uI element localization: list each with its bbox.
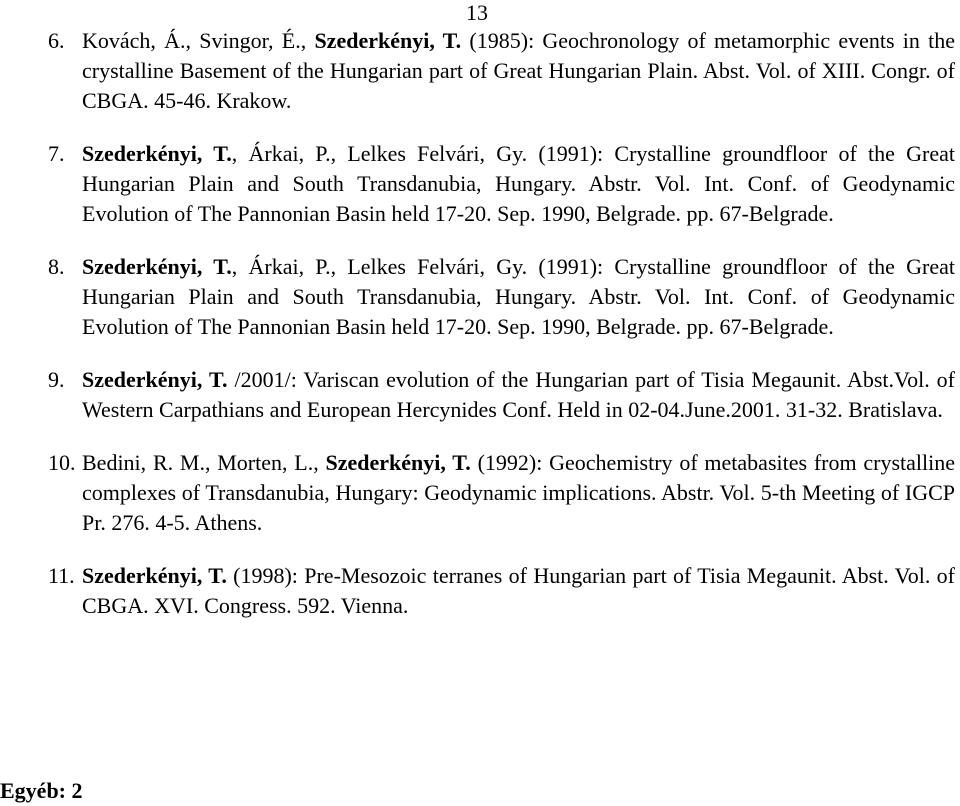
reference-text	[82, 365, 955, 425]
reference-text	[82, 26, 955, 116]
page-number: 13	[466, 0, 488, 25]
reference-number: 8.	[48, 254, 65, 279]
reference-number: 11.	[48, 563, 75, 588]
reference-item	[48, 365, 955, 425]
reference-item	[48, 139, 955, 229]
reference-item	[48, 448, 955, 538]
reference-bold-author: Szederkényi, T.	[82, 563, 227, 588]
reference-bold-author: Szederkényi, T.	[325, 450, 471, 475]
reference-details: (1998): Pre-Mesozoic terranes of Hungarian part of Tisia Megaunit. Abst. Vol. of CBGA. XVI. Congress. 592. Vienna.	[82, 563, 955, 618]
reference-details: (1985): Geochronology of metamorphic events in the crystalline Basement of the Hungarian part of Great Hungarian Plain. Abst. Vol. of XIII. Congr. of CBGA. 45-46. Krakow.	[82, 28, 955, 113]
reference-bold-author: Szederkényi, T.	[314, 28, 462, 53]
footer-note: Egyéb: 2	[0, 778, 83, 803]
reference-details: (1992): Geochemistry of metabasites from crystalline complexes of Transdanubia, Hungary: Geodynamic implications. Abstr. Vol. 5-th Meeting of IGCP Pr. 276. 4-5. Athens.	[82, 450, 955, 535]
reference-number: 10.	[48, 450, 76, 475]
reference-number: 7.	[48, 141, 65, 166]
reference-number: 6.	[48, 28, 65, 53]
reference-list	[48, 26, 955, 644]
reference-number: 9.	[48, 367, 65, 392]
reference-text	[82, 252, 955, 342]
reference-item	[48, 252, 955, 342]
reference-text	[82, 139, 955, 229]
reference-bold-author: Szederkényi, T.	[82, 254, 232, 279]
reference-item	[48, 561, 955, 621]
reference-authors: Kovách, Á., Svingor, É.,	[82, 28, 315, 53]
reference-text	[82, 448, 955, 538]
reference-authors: Bedini, R. M., Morten, L.,	[82, 450, 326, 475]
reference-text	[82, 561, 955, 621]
reference-details: , Árkai, P., Lelkes Felvári, Gy. (1991): Crystalline groundfloor of the Great Hungarian Plain and South Transdanubia, Hungary. Abstr. Vol. Int. Conf. of Geodynamic Evolution of The Pannonian Basin held 17-20. Sep. 1990, Belgrade. pp. 67-Belgrade.	[82, 254, 955, 339]
reference-item	[48, 26, 955, 116]
reference-details: , Árkai, P., Lelkes Felvári, Gy. (1991): Crystalline groundfloor of the Great Hungarian Plain and South Transdanubia, Hungary. Abstr. Vol. Int. Conf. of Geodynamic Evolution of The Pannonian Basin held 17-20. Sep. 1990, Belgrade. pp. 67-Belgrade.	[82, 141, 955, 226]
reference-bold-author: Szederkényi, T.	[82, 367, 228, 392]
reference-bold-author: Szederkényi, T.	[82, 141, 232, 166]
reference-details: /2001/: Variscan evolution of the Hungarian part of Tisia Megaunit. Abst.Vol. of Western Carpathians and European Hercynides Conf. Held in 02-04.June.2001. 31-32. Bratislava.	[82, 367, 955, 422]
